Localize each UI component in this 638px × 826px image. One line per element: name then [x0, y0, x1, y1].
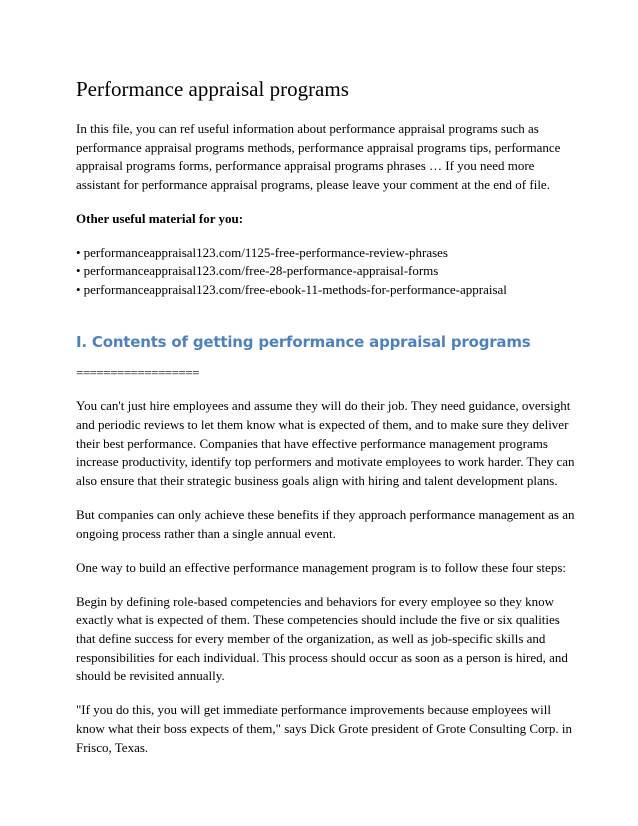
bullet-icon: • — [76, 281, 81, 297]
link-text[interactable]: performanceappraisal123.com/free-ebook-11-methods-for-performance-appraisal — [83, 281, 507, 297]
body-paragraph: Begin by defining role-based competencies and behaviors for every employee so they know exactly what is expected of them. These competencies should include the five or six qualities that define success for every member of the organization, as well as job-specific skills and responsibilities for each individual. This process should occur as soon as a person is hired, and should be revisited annually. — [76, 593, 568, 684]
bullet-icon: • — [76, 263, 81, 279]
document-page — [76, 76, 576, 773]
body-paragraph: "If you do this, you will get immediate performance improvements because employees will know what their boss expects of them," says Dick Grote president of Grote Consulting Corp. in Frisco, Texas. — [76, 702, 572, 755]
list-item[interactable] — [76, 281, 576, 300]
body-paragraph: You can't just hire employees and assume they will do their job. They need guidance, oversight and periodic reviews to let them know what is expected of them, and to make sure they deliver their best performance. Companies that have effective performance management programs increase productivity, identify top performers and motivate employees to work harder. They can also ensure that their strategic business goals align with hiring and talent development plans. — [76, 398, 575, 488]
body-paragraph: One way to build an effective performance management program is to follow these four steps: — [76, 559, 566, 575]
page-title: Performance appraisal programs — [76, 77, 349, 101]
body-paragraph: But companies can only achieve these benefits if they approach performance management as an ongoing process rather than a single annual event. — [76, 506, 575, 541]
intro-paragraph: In this file, you can ref useful information about performance appraisal programs such as performance appraisal programs methods, performance appraisal programs tips, performance appraisal programs forms, performance appraisal programs phrases … If you need more assistant for performance appraisal programs, please leave your comment at the end of file. — [76, 121, 561, 192]
list-item[interactable] — [76, 262, 576, 281]
section-divider: ================== — [76, 365, 199, 381]
list-item[interactable] — [76, 244, 576, 263]
section-heading: I. Contents of getting performance appraisal programs — [76, 333, 531, 352]
useful-links-list — [76, 244, 576, 300]
bullet-icon: • — [76, 244, 81, 260]
link-text[interactable]: performanceappraisal123.com/1125-free-performance-review-phrases — [83, 244, 448, 260]
useful-material-label: Other useful material for you: — [76, 210, 244, 226]
link-text[interactable]: performanceappraisal123.com/free-28-performance-appraisal-forms — [83, 263, 439, 279]
